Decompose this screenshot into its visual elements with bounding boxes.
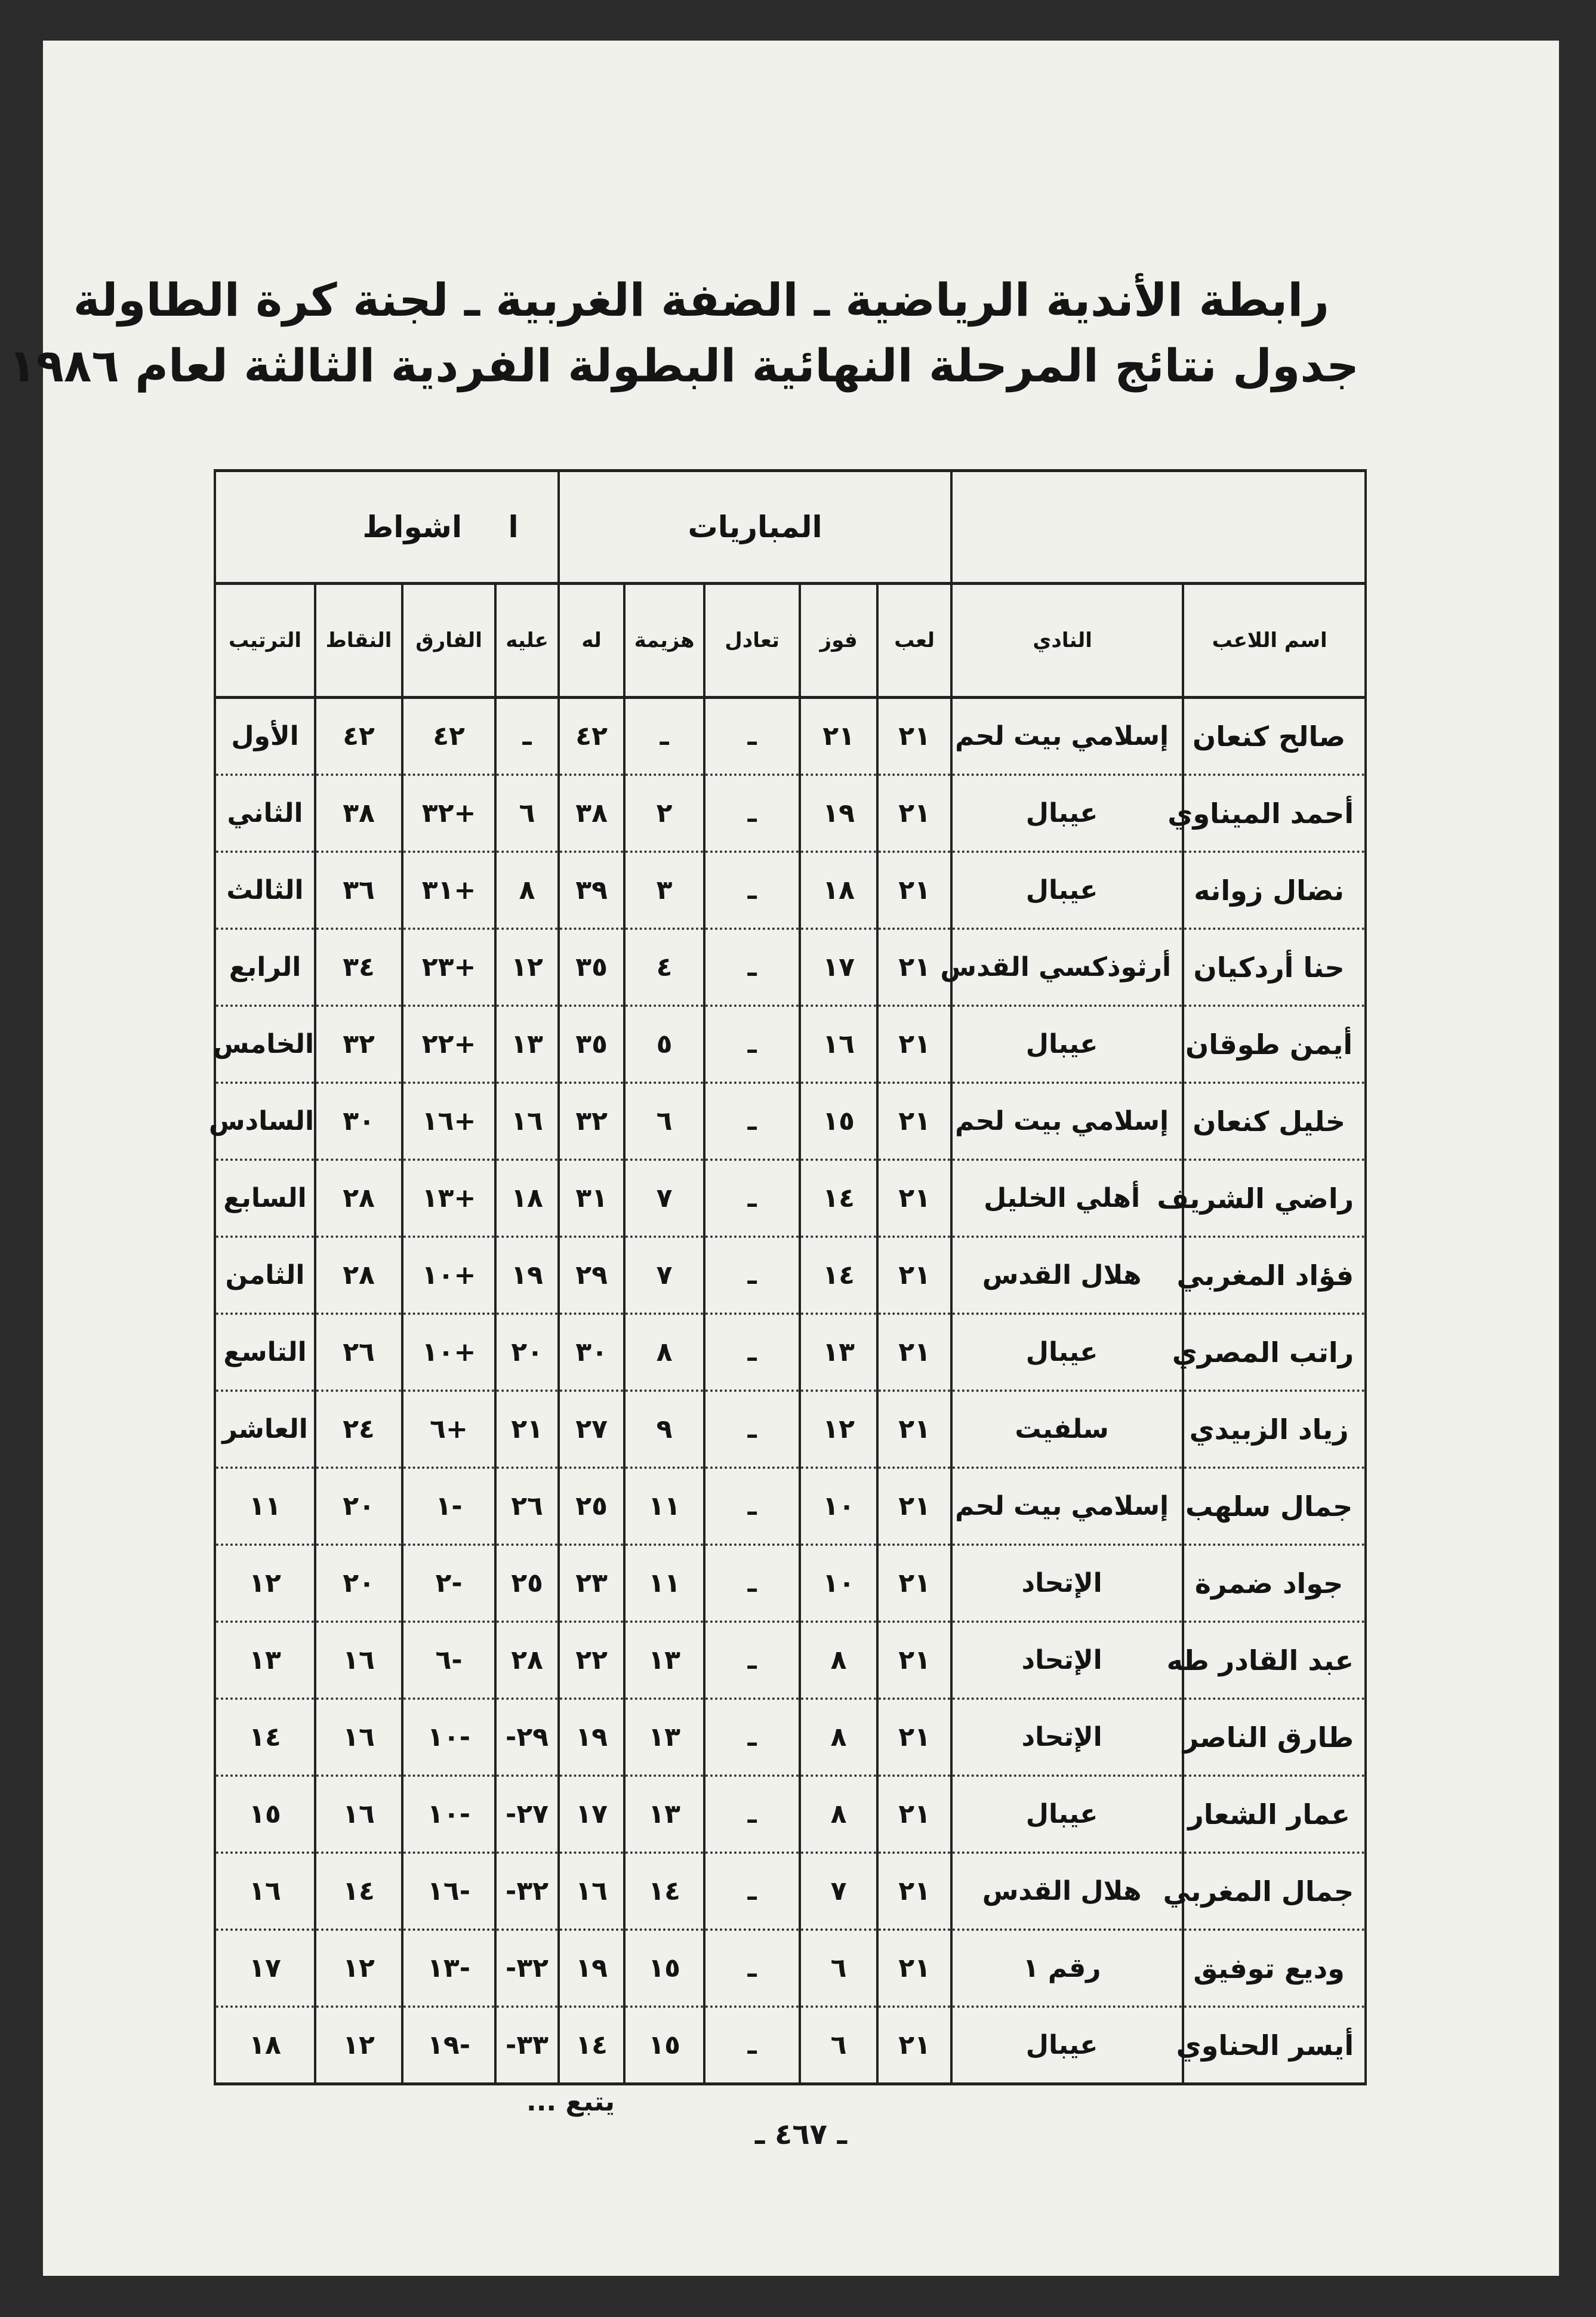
- cell-rank: العاشر: [215, 1391, 315, 1468]
- cell-diff: +٢٢: [402, 1006, 495, 1083]
- cell-lost: ٨: [624, 1314, 704, 1391]
- cell-rank: السادس: [215, 1083, 315, 1160]
- cell-club: الإتحاد: [951, 1699, 1183, 1776]
- cell-diff: +١٠: [402, 1314, 495, 1391]
- cell-for: ١٩: [559, 1699, 624, 1776]
- cell-for: ١٧: [559, 1776, 624, 1853]
- cell-against: ٢٧-: [495, 1776, 559, 1853]
- cell-played: ٢١: [877, 852, 951, 929]
- cell-for: ١٩: [559, 1930, 624, 2007]
- table-row: [215, 698, 1366, 775]
- cell-club: عيبال: [951, 2007, 1183, 2084]
- cell-for: ٤٢: [559, 698, 624, 775]
- cell-player: عمار الشعار: [1183, 1776, 1366, 1853]
- cell-drawn: ـ: [704, 1776, 800, 1853]
- cell-played: ٢١: [877, 1160, 951, 1237]
- cell-lost: ١٥: [624, 2007, 704, 2084]
- cell-rank: الأول: [215, 698, 315, 775]
- cell-points: ١٦: [315, 1699, 402, 1776]
- header: [8, 267, 1559, 399]
- cell-for: ٣٠: [559, 1314, 624, 1391]
- cell-diff: -١٠: [402, 1699, 495, 1776]
- cell-played: ٢١: [877, 698, 951, 775]
- cell-drawn: ـ: [704, 1237, 800, 1314]
- table-row: [215, 1237, 1366, 1314]
- col-diff: الفارق: [402, 584, 495, 698]
- cell-club: هلال القدس: [951, 1237, 1183, 1314]
- cell-against: ٣٣-: [495, 2007, 559, 2084]
- cell-drawn: ـ: [704, 1545, 800, 1622]
- cell-played: ٢١: [877, 1006, 951, 1083]
- cell-played: ٢١: [877, 1391, 951, 1468]
- cell-lost: ٤: [624, 929, 704, 1006]
- cell-lost: ٧: [624, 1237, 704, 1314]
- cell-drawn: ـ: [704, 1391, 800, 1468]
- cell-player: حنا أردكيان: [1183, 929, 1366, 1006]
- cell-won: ٦: [800, 2007, 877, 2084]
- cell-rank: الرابع: [215, 929, 315, 1006]
- cell-points: ١٢: [315, 2007, 402, 2084]
- cell-club: الإتحاد: [951, 1622, 1183, 1699]
- cell-played: ٢١: [877, 1237, 951, 1314]
- cell-won: ١٠: [800, 1545, 877, 1622]
- cell-against: ٢٥: [495, 1545, 559, 1622]
- cell-points: ٢٦: [315, 1314, 402, 1391]
- document-title: رابطة الأندية الرياضية ـ الضفة الغربية ـ لجنة كرة الطاولة: [73, 273, 1329, 326]
- cell-won: ٨: [800, 1776, 877, 1853]
- cell-rank: ١١: [215, 1468, 315, 1545]
- cell-for: ٢٩: [559, 1237, 624, 1314]
- cell-won: ١٦: [800, 1006, 877, 1083]
- cell-player: زياد الزبيدي: [1183, 1391, 1366, 1468]
- cell-rank: ١٧: [215, 1930, 315, 2007]
- cell-played: ٢١: [877, 929, 951, 1006]
- cell-against: ٣٢-: [495, 1853, 559, 1930]
- cell-player: أيمن طوقان: [1183, 1006, 1366, 1083]
- cell-player: جواد ضمرة: [1183, 1545, 1366, 1622]
- cell-won: ١٨: [800, 852, 877, 929]
- cell-drawn: ـ: [704, 775, 800, 852]
- cell-points: ٢٨: [315, 1237, 402, 1314]
- cell-lost: ١٤: [624, 1853, 704, 1930]
- table-row: [215, 1930, 1366, 2007]
- col-club: النادي: [951, 584, 1183, 698]
- cell-for: ٢٥: [559, 1468, 624, 1545]
- cell-points: ١٦: [315, 1622, 402, 1699]
- cell-for: ١٤: [559, 2007, 624, 2084]
- cell-played: ٢١: [877, 775, 951, 852]
- cell-played: ٢١: [877, 1545, 951, 1622]
- cell-against: ١٨: [495, 1160, 559, 1237]
- table-row: [215, 852, 1366, 929]
- cell-for: ٣٨: [559, 775, 624, 852]
- table-row: [215, 1853, 1366, 1930]
- cell-diff: +١٦: [402, 1083, 495, 1160]
- col-drawn: تعادل: [704, 584, 800, 698]
- table-row: [215, 1699, 1366, 1776]
- cell-club: إسلامي بيت لحم: [951, 1468, 1183, 1545]
- cell-player: طارق الناصر: [1183, 1699, 1366, 1776]
- cell-drawn: ـ: [704, 1006, 800, 1083]
- cell-rank: ١٨: [215, 2007, 315, 2084]
- col-points: النقاط: [315, 584, 402, 698]
- cell-against: ٢١: [495, 1391, 559, 1468]
- cell-against: ٦: [495, 775, 559, 852]
- cell-against: ١٢: [495, 929, 559, 1006]
- cell-lost: ١٣: [624, 1776, 704, 1853]
- col-against: عليه: [495, 584, 559, 698]
- cell-lost: ٦: [624, 1083, 704, 1160]
- cell-for: ٣١: [559, 1160, 624, 1237]
- cell-points: ٣٦: [315, 852, 402, 929]
- cell-played: ٢١: [877, 1776, 951, 1853]
- table-row: [215, 1622, 1366, 1699]
- cell-for: ٣٩: [559, 852, 624, 929]
- table-row: [215, 1776, 1366, 1853]
- cell-drawn: ـ: [704, 698, 800, 775]
- table-row: [215, 1006, 1366, 1083]
- cell-drawn: ـ: [704, 929, 800, 1006]
- games-group-label: اشواط: [362, 510, 463, 544]
- cell-lost: ٢: [624, 775, 704, 852]
- cell-player: جمال سلهب: [1183, 1468, 1366, 1545]
- cell-diff: +٣٢: [402, 775, 495, 852]
- cell-player: عبد القادر طه: [1183, 1622, 1366, 1699]
- cell-diff: +٦: [402, 1391, 495, 1468]
- cell-club: الإتحاد: [951, 1545, 1183, 1622]
- cell-drawn: ـ: [704, 852, 800, 929]
- column-header-row: [215, 584, 1366, 698]
- cell-diff: +١٠: [402, 1237, 495, 1314]
- cell-played: ٢١: [877, 1083, 951, 1160]
- cell-rank: ١٥: [215, 1776, 315, 1853]
- cell-club: أهلي الخليل: [951, 1160, 1183, 1237]
- cell-club: عيبال: [951, 1006, 1183, 1083]
- cell-played: ٢١: [877, 1314, 951, 1391]
- cell-won: ١٩: [800, 775, 877, 852]
- document-subtitle: جدول نتائج المرحلة النهائية البطولة الفردية الثالثة لعام ١٩٨٦: [8, 339, 1359, 392]
- cell-points: ٢٠: [315, 1468, 402, 1545]
- cell-player: جمال المغربي: [1183, 1853, 1366, 1930]
- cell-club: عيبال: [951, 1776, 1183, 1853]
- cell-against: ٢٦: [495, 1468, 559, 1545]
- table-row: [215, 1391, 1366, 1468]
- cell-played: ٢١: [877, 2007, 951, 2084]
- cell-won: ١٢: [800, 1391, 877, 1468]
- cell-drawn: ـ: [704, 1622, 800, 1699]
- cell-player: صالح كنعان: [1183, 698, 1366, 775]
- cell-lost: ٧: [624, 1160, 704, 1237]
- cell-rank: الثالث: [215, 852, 315, 929]
- cell-player: أحمد الميناوي: [1183, 775, 1366, 852]
- cell-points: ٢٠: [315, 1545, 402, 1622]
- cell-against: ١٦: [495, 1083, 559, 1160]
- cell-won: ٨: [800, 1699, 877, 1776]
- cell-points: ٤٢: [315, 698, 402, 775]
- cell-played: ٢١: [877, 1699, 951, 1776]
- cell-points: ٣٢: [315, 1006, 402, 1083]
- cell-diff: -٦: [402, 1622, 495, 1699]
- cell-lost: ـ: [624, 698, 704, 775]
- cell-diff: ٤٢: [402, 698, 495, 775]
- cell-rank: التاسع: [215, 1314, 315, 1391]
- cell-against: ٢٠: [495, 1314, 559, 1391]
- cell-rank: ١٦: [215, 1853, 315, 1930]
- cell-player: راتب المصري: [1183, 1314, 1366, 1391]
- cell-rank: ١٤: [215, 1699, 315, 1776]
- table-row: [215, 2007, 1366, 2084]
- results-body: [208, 698, 1366, 2084]
- cell-club: رقم ١: [951, 1930, 1183, 2007]
- cell-drawn: ـ: [704, 1853, 800, 1930]
- cell-lost: ١١: [624, 1468, 704, 1545]
- cell-points: ٣٨: [315, 775, 402, 852]
- matches-group-header: المباريات: [559, 471, 951, 584]
- table-row: [215, 775, 1366, 852]
- cell-points: ٢٤: [315, 1391, 402, 1468]
- cell-player: وديع توفيق: [1183, 1930, 1366, 2007]
- cell-drawn: ـ: [704, 1468, 800, 1545]
- cell-club: إسلامي بيت لحم: [951, 698, 1183, 775]
- cell-won: ٨: [800, 1622, 877, 1699]
- cell-points: ١٦: [315, 1776, 402, 1853]
- cell-played: ٢١: [877, 1622, 951, 1699]
- cell-player: أيسر الحناوي: [1183, 2007, 1366, 2084]
- cell-won: ٧: [800, 1853, 877, 1930]
- cell-won: ١٧: [800, 929, 877, 1006]
- cell-won: ١٤: [800, 1160, 877, 1237]
- table-row: [215, 1468, 1366, 1545]
- table-row: [215, 1160, 1366, 1237]
- games-group-header: [215, 471, 559, 584]
- cell-won: ١٠: [800, 1468, 877, 1545]
- cell-points: ١٤: [315, 1853, 402, 1930]
- cell-player: خليل كنعان: [1183, 1083, 1366, 1160]
- cell-for: ٢٣: [559, 1545, 624, 1622]
- cell-lost: ٣: [624, 852, 704, 929]
- cell-against: ١٣: [495, 1006, 559, 1083]
- col-for: له: [559, 584, 624, 698]
- cell-for: ٣٥: [559, 1006, 624, 1083]
- cell-drawn: ـ: [704, 2007, 800, 2084]
- cell-points: ١٢: [315, 1930, 402, 2007]
- cell-played: ٢١: [877, 1930, 951, 2007]
- col-player: اسم اللاعب: [1183, 584, 1366, 698]
- cell-drawn: ـ: [704, 1930, 800, 2007]
- cell-club: أرثوذكسي القدس: [951, 929, 1183, 1006]
- continued-note: يتبع ...: [526, 2087, 615, 2117]
- cell-against: ١٩: [495, 1237, 559, 1314]
- cell-won: ٢١: [800, 698, 877, 775]
- cell-won: ١٥: [800, 1083, 877, 1160]
- cell-for: ١٦: [559, 1853, 624, 1930]
- cell-rank: ١٢: [215, 1545, 315, 1622]
- col-lost: هزيمة: [624, 584, 704, 698]
- cell-club: هلال القدس: [951, 1853, 1183, 1930]
- cell-player: راضي الشريف: [1183, 1160, 1366, 1237]
- cell-won: ١٤: [800, 1237, 877, 1314]
- cell-diff: -٢: [402, 1545, 495, 1622]
- group-header-row: [215, 471, 1366, 584]
- cell-club: سلفيت: [951, 1391, 1183, 1468]
- cell-won: ٦: [800, 1930, 877, 2007]
- cell-points: ٣٤: [315, 929, 402, 1006]
- cell-lost: ١١: [624, 1545, 704, 1622]
- cell-club: عيبال: [951, 1314, 1183, 1391]
- cell-drawn: ـ: [704, 1160, 800, 1237]
- results-table: [208, 469, 1367, 2085]
- cell-diff: +٣١: [402, 852, 495, 929]
- cell-diff: -١: [402, 1468, 495, 1545]
- cell-diff: +١٣: [402, 1160, 495, 1237]
- cell-against: ٢٨: [495, 1622, 559, 1699]
- table-row: [215, 1083, 1366, 1160]
- col-rank: الترتيب: [215, 584, 315, 698]
- cell-played: ٢١: [877, 1468, 951, 1545]
- cell-rank: الثاني: [215, 775, 315, 852]
- table-row: [215, 1545, 1366, 1622]
- cell-club: عيبال: [951, 775, 1183, 852]
- cell-for: ٢٧: [559, 1391, 624, 1468]
- table-row: [215, 929, 1366, 1006]
- cell-diff: -١٠: [402, 1776, 495, 1853]
- cell-played: ٢١: [877, 1853, 951, 1930]
- cell-lost: ١٣: [624, 1699, 704, 1776]
- cell-for: ٣٢: [559, 1083, 624, 1160]
- cell-player: فؤاد المغربي: [1183, 1237, 1366, 1314]
- header-blank: [951, 471, 1366, 584]
- table-row: [215, 1314, 1366, 1391]
- cell-rank: الثامن: [215, 1237, 315, 1314]
- cell-against: ٨: [495, 852, 559, 929]
- cell-lost: ١٣: [624, 1622, 704, 1699]
- cell-won: ١٣: [800, 1314, 877, 1391]
- col-won: فوز: [800, 584, 877, 698]
- page-number: ـ ٤٦٧ ـ: [754, 2118, 848, 2151]
- cell-club: إسلامي بيت لحم: [951, 1083, 1183, 1160]
- cell-diff: -١٣: [402, 1930, 495, 2007]
- cell-points: ٣٠: [315, 1083, 402, 1160]
- cell-for: ٣٥: [559, 929, 624, 1006]
- cell-against: ٢٩-: [495, 1699, 559, 1776]
- cell-drawn: ـ: [704, 1699, 800, 1776]
- cell-club: عيبال: [951, 852, 1183, 929]
- cell-diff: -١٩: [402, 2007, 495, 2084]
- col-played: لعب: [877, 584, 951, 698]
- cell-player: نضال زوانه: [1183, 852, 1366, 929]
- cell-lost: ٩: [624, 1391, 704, 1468]
- cell-for: ٢٢: [559, 1622, 624, 1699]
- document-page: [8, 41, 1559, 2276]
- cell-drawn: ـ: [704, 1083, 800, 1160]
- cell-rank: الخامس: [215, 1006, 315, 1083]
- cell-diff: -١٦: [402, 1853, 495, 1930]
- cell-points: ٢٨: [315, 1160, 402, 1237]
- cell-lost: ١٥: [624, 1930, 704, 2007]
- cell-rank: السابع: [215, 1160, 315, 1237]
- cell-against: ـ: [495, 698, 559, 775]
- cell-lost: ٥: [624, 1006, 704, 1083]
- games-group-mark: ا: [508, 510, 519, 544]
- cell-diff: +٢٣: [402, 929, 495, 1006]
- cell-rank: ١٣: [215, 1622, 315, 1699]
- cell-against: ٣٢-: [495, 1930, 559, 2007]
- cell-drawn: ـ: [704, 1314, 800, 1391]
